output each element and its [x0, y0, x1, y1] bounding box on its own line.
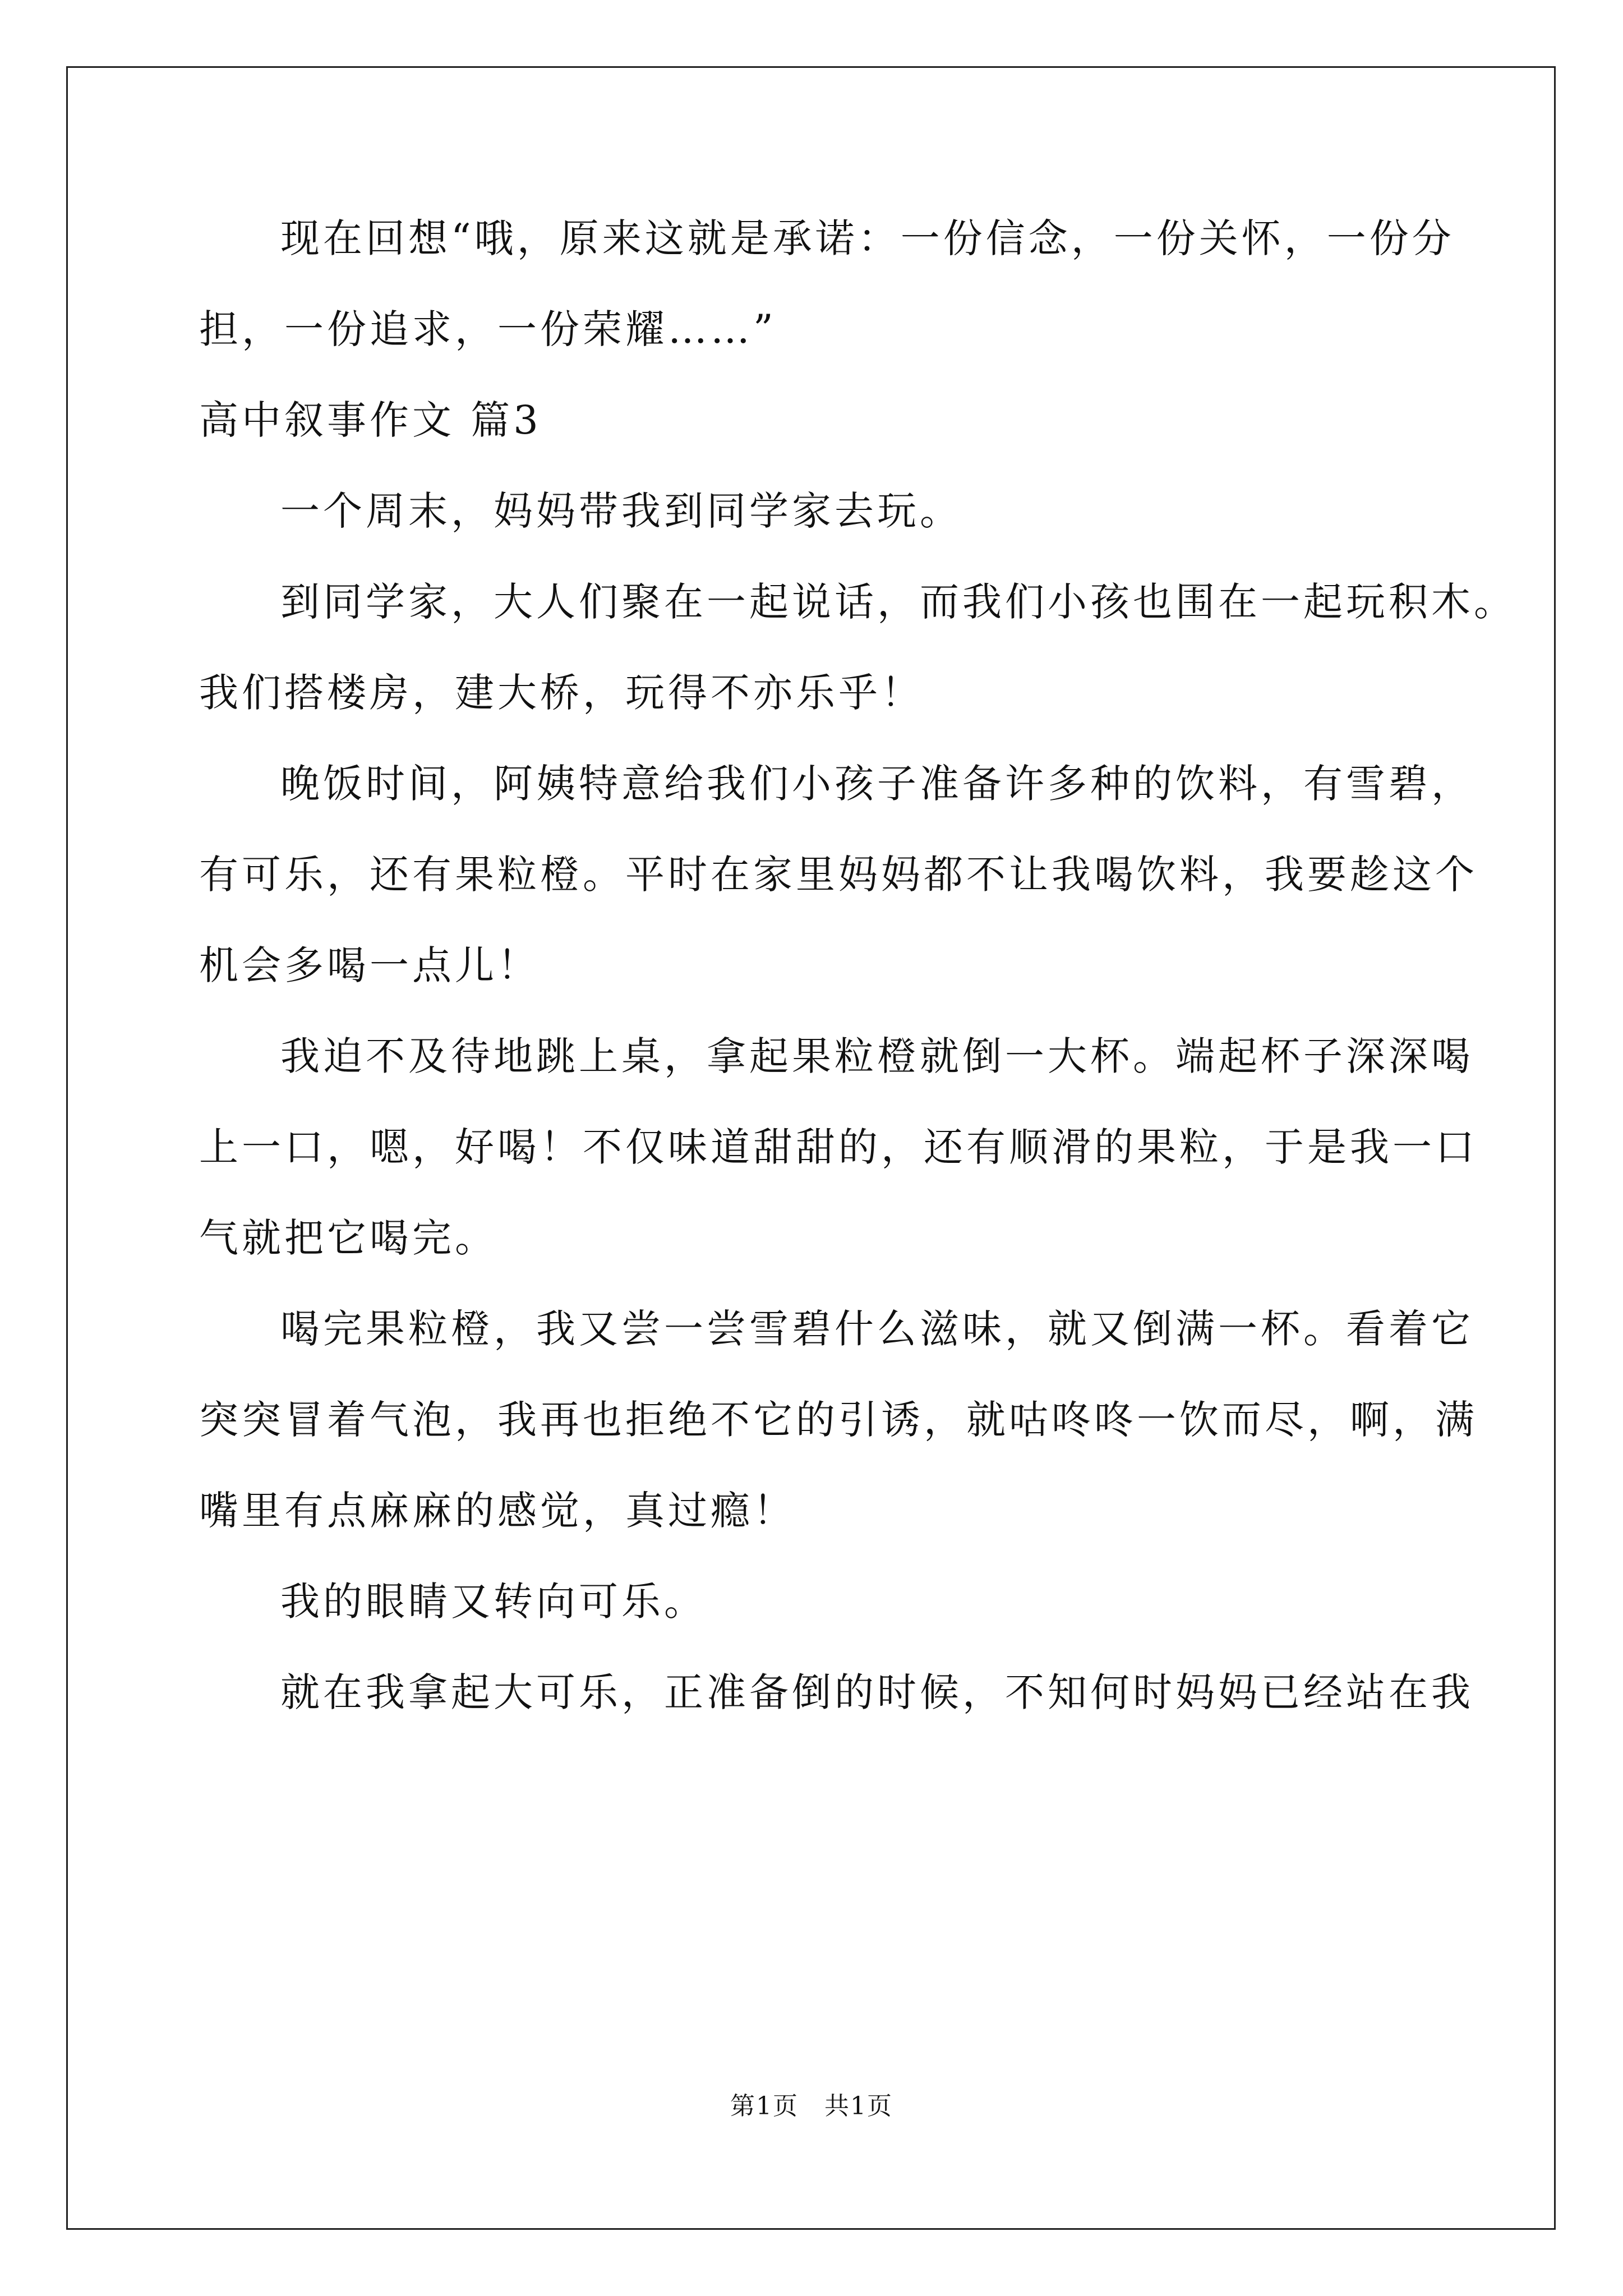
paragraph-line: 晚饭时间，阿姨特意给我们小孩子准备许多种的饮料，有雪碧， — [280, 761, 1474, 807]
paragraph-line: 到同学家，大人们聚在一起说话，而我们小孩也围在一起玩积木。 — [280, 579, 1516, 625]
paragraph-line: 气就把它喝完。 — [199, 1215, 497, 1261]
paragraph-line: 一个周末，妈妈带我到同学家去玩。 — [280, 488, 962, 534]
paragraph-line: 我的眼睛又转向可乐。 — [280, 1579, 707, 1625]
section-title: 高中叙事作文 篇3 — [199, 397, 542, 443]
paragraph-line: 喝完果粒橙，我又尝一尝雪碧什么滋味，就又倒满一杯。看着它 — [280, 1306, 1474, 1352]
paragraph-line: 突突冒着气泡，我再也拒绝不它的引诱，就咕咚咚一饮而尽，啊，满 — [199, 1397, 1478, 1443]
paragraph-line: 现在回想“哦，原来这就是承诺：一份信念，一份关怀，一份分 — [280, 215, 1455, 261]
paragraph-line: 嘴里有点麻麻的感觉，真过瘾！ — [199, 1488, 796, 1534]
paragraph-line: 我迫不及待地跳上桌，拿起果粒橙就倒一大杯。端起杯子深深喝 — [280, 1033, 1474, 1079]
paragraph-line: 有可乐，还有果粒橙。平时在家里妈妈都不让我喝饮料，我要趁这个 — [199, 852, 1478, 898]
paragraph-line: 机会多喝一点儿！ — [199, 942, 540, 988]
paragraph-line: 我们搭楼房，建大桥，玩得不亦乐乎！ — [199, 670, 924, 716]
page-footer: 第1页 共1页 — [730, 2092, 893, 2120]
paragraph-line: 上一口，嗯，好喝！不仅味道甜甜的，还有顺滑的果粒，于是我一口 — [199, 1124, 1478, 1170]
paragraph-line: 担，一份追求，一份荣耀……” — [199, 306, 777, 352]
paragraph-line: 就在我拿起大可乐，正准备倒的时候，不知何时妈妈已经站在我 — [280, 1669, 1474, 1715]
